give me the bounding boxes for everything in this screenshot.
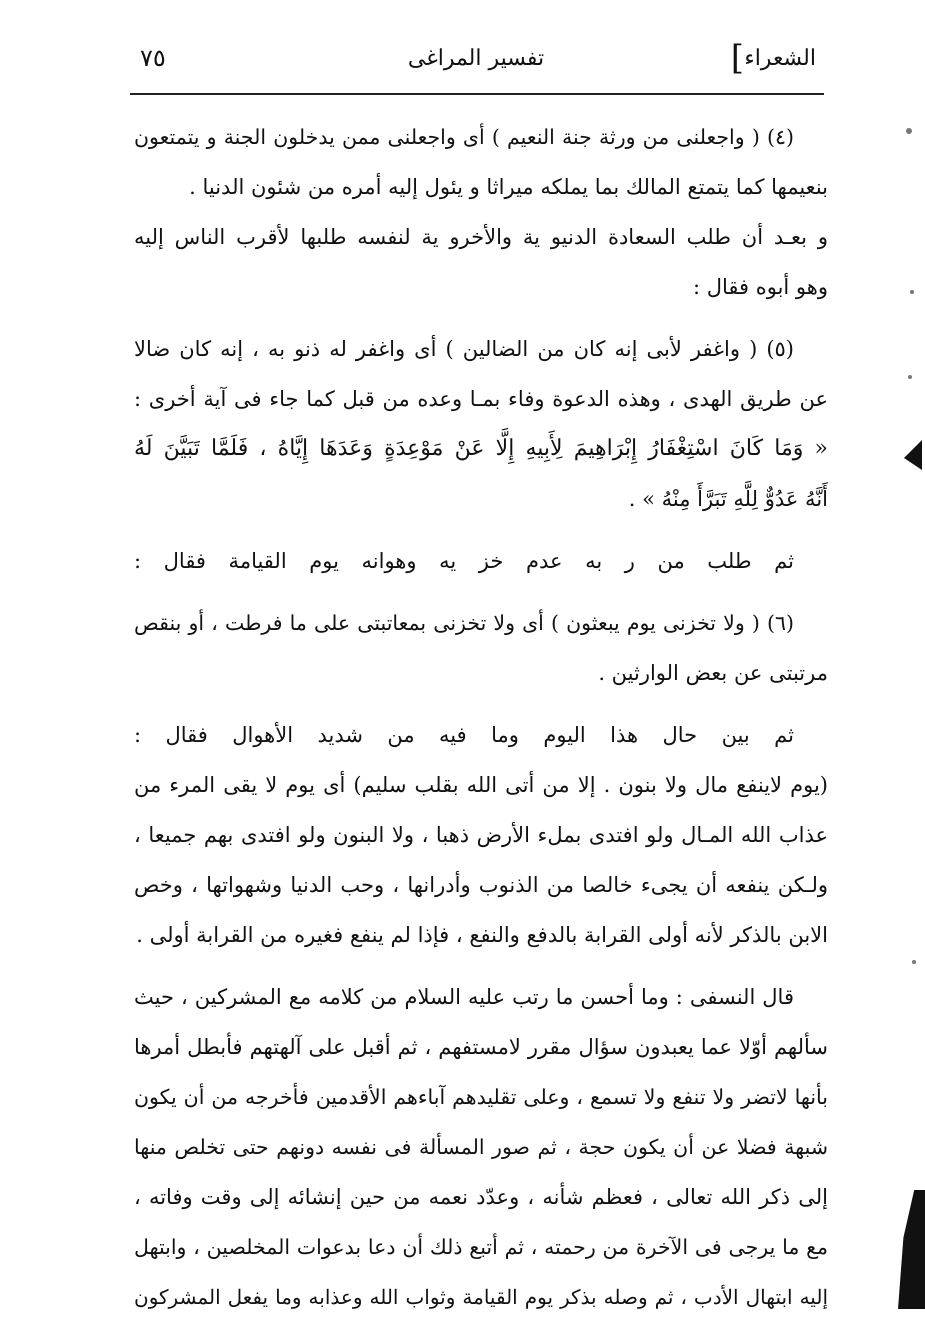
scan-speck bbox=[912, 960, 916, 964]
text-line: (٦) ( ولا تخزنى يوم يبعثون ) أى ولا تخزنى بمعاتبتى على ما فرطت ، أو بنقص bbox=[134, 611, 794, 635]
text-line: سألهم أوّلا عما يعبدون سؤال مقرر لامستفهم ، ثم أقبل على آلهتهم فأبطل أمرها bbox=[134, 1035, 828, 1059]
text-line: عن طريق الهدى ، وهذه الدعوة وفاء بمـا وعده من قبل كما جاء فى آية أخرى : bbox=[134, 387, 828, 411]
text-line: (٤) ( واجعلنى من ورثة جنة النعيم ) أى واجعلنى ممن يدخلون الجنة و يتمتعون bbox=[134, 125, 794, 149]
paragraph-gap bbox=[134, 586, 828, 598]
text-line: الابن بالذكر لأنه أولى القرابة بالدفع والنفع ، فإذا لم ينفع فغيره من القرابة أولى . bbox=[136, 923, 828, 947]
text-line: بأنها لاتضر ولا تنفع ولا تسمع ، وعلى تقليدهم آباءهم الأقدمين فأخرجه من أن يكون bbox=[134, 1085, 828, 1109]
text-line: (٥) ( واغفر لأبى إنه كان من الضالين ) أى واغفر له ذنو به ، إنه كان ضالا bbox=[134, 337, 794, 361]
header-bracket: ] bbox=[730, 38, 744, 78]
text-line: مرتبتى عن بعض الوارثين . bbox=[598, 661, 828, 685]
running-header bbox=[128, 40, 824, 90]
quran-verse-line: « وَمَا كَانَ اسْتِغْفَارُ إِبْرَاهِيمَ لِأَبِيهِ إِلَّا عَنْ مَوْعِدَةٍ وَعَدَهَا إِيَّاهُ ، فَلَمَّا تَبَيَّنَ لَهُ bbox=[134, 436, 828, 461]
text-line: بنعيمها كما يتمتع المالك بما يملكه ميراثا و يئول إليه أمره من شئون الدنيا . bbox=[189, 175, 828, 199]
quran-verse-line: أَنَّهُ عَدُوٌّ لِلَّهِ تَبَرَّأَ مِنْهُ » . bbox=[628, 487, 828, 511]
text-line: وهو أبوه فقال : bbox=[692, 275, 828, 299]
text-line: شبهة فضلا عن أن يكون حجة ، ثم صور المسألة فى نفسه دونهم حتى تخلص منها bbox=[134, 1135, 828, 1159]
page-body bbox=[134, 112, 828, 1322]
paragraph-gap bbox=[134, 524, 828, 536]
text-line: عذاب الله المـال ولو افتدى بملء الأرض ذهبا ، ولا البنون ولو افتدى بهم جميعا ، bbox=[134, 823, 828, 847]
text-line: ثم بين حال هذا اليوم وما فيه من شديد الأهوال فقال : bbox=[134, 723, 794, 747]
paragraph-gap bbox=[134, 960, 828, 972]
text-line: قال النسفى : وما أحسن ما رتب عليه السلام من كلامه مع المشركين ، حيث bbox=[134, 985, 794, 1009]
text-line: (يوم لاينفع مال ولا بنون . إلا من أتى الله بقلب سليم) أى يوم لا يقى المرء من bbox=[134, 773, 828, 797]
page-number: ٧٥ bbox=[140, 44, 166, 72]
text-line: و بعـد أن طلب السعادة الدنيو ية والأخرو ية لنفسه طلبها لأقرب الناس إليه bbox=[134, 225, 828, 249]
text-line: مع ما يرجى فى الآخرة من رحمته ، ثم أتبع ذلك أن دعا بدعوات المخلصين ، وابتهل bbox=[134, 1235, 828, 1259]
scan-mark bbox=[904, 440, 922, 470]
surah-name: الشعراء bbox=[744, 46, 816, 71]
text-line: إلى ذكر الله تعالى ، فعظم شأنه ، وعدّد نعمه من حين إنشائه إلى وقت وفاته ، bbox=[134, 1185, 828, 1209]
scan-speck bbox=[910, 290, 914, 294]
scan-speck bbox=[908, 375, 912, 379]
text-line: إليه ابتهال الأدب ، ثم وصله بذكر يوم القيامة وثواب الله وعذابه وما يفعل المشركون bbox=[134, 1285, 828, 1309]
text-line: ثم طلب من ر به عدم خز يه وهوانه يوم القيامة فقال : bbox=[134, 549, 794, 573]
header-rule bbox=[130, 93, 824, 95]
scan-mark bbox=[898, 1190, 925, 1309]
paragraph-gap bbox=[134, 698, 828, 710]
scan-speck bbox=[906, 128, 912, 134]
book-title: تفسير المراغى bbox=[407, 46, 545, 71]
text-line: ولـكن ينفعه أن يجىء خالصا من الذنوب وأدرانها ، وحب الدنيا وشهواتها ، وخص bbox=[134, 873, 828, 897]
paragraph-gap bbox=[134, 312, 828, 324]
